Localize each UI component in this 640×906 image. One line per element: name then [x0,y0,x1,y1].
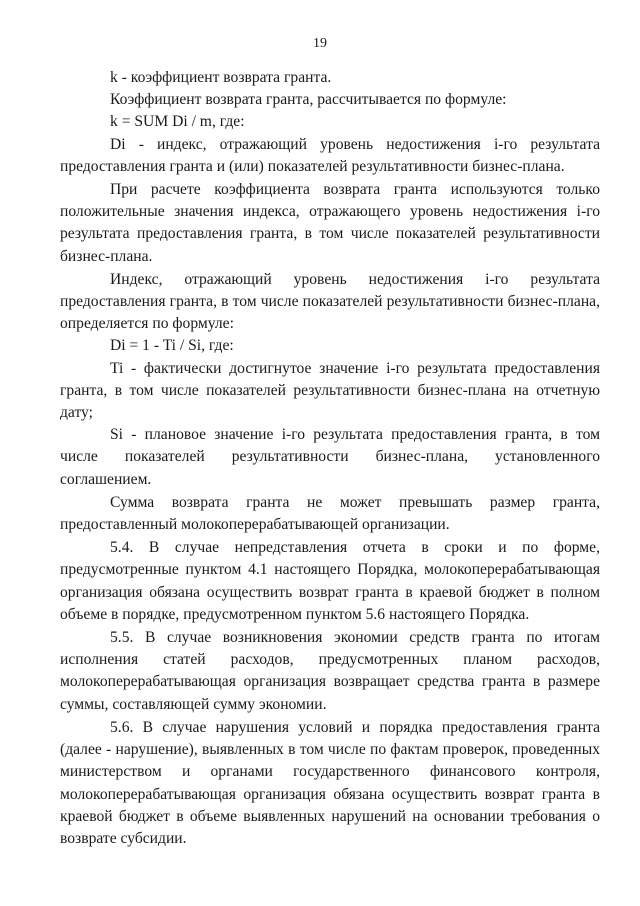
formula-di: Di = 1 - Ti / Si, где: [110,337,234,355]
paragraph-return-limit: Сумма возврата гранта не может превышать размер гранта, предоставленный молокоперерабатывающей организации. [60,493,600,534]
document-body [60,67,600,850]
formula-k: k = SUM Di / m, где: [110,113,245,131]
paragraph-5-4: 5.4. В случае непредставления отчета в сроки и по форме, предусмотренные пунктом 4.1 настоящего Порядка, молокоперерабатывающая организация обязана осуществить возврат гранта в краевой бюджет в полном объеме в порядке, предусмотренном пунктом 5.6 настоящего Порядка. [60,539,600,623]
paragraph-index-formula-intro: Индекс, отражающий уровень недостижения i-го результата предоставления гранта, в том числе показателей результативности бизнес-плана, определяется по формуле: [60,270,600,333]
paragraph-5-5: 5.5. В случае возникновения экономии средств гранта по итогам исполнения статей расходов, предусмотренных планом расходов, молокоперерабатывающая организация возвращает средства гранта в размере суммы, составляющей сумму экономии. [60,629,600,713]
paragraph-5-6: 5.6. В случае нарушения условий и порядка предоставления гранта (далее - нарушение), выявленных в том числе по фактам проверок, проведенных министерством и органами государственного финансового контроля, молокоперерабатывающая организация обязана осуществить возврат гранта в краевой бюджет в объеме выявленных нарушений на основании требования о возврате субсидии. [60,718,600,847]
paragraph-di-definition: Di - индекс, отражающий уровень недостижения i-го результата предоставления гранта и (или) показателей результативности бизнес-плана. [60,135,600,175]
paragraph-positive-values: При расчете коэффициента возврата гранта используются только положительные значения индекса, отражающего уровень недостижения i-го результата предоставления гранта, в том числе показателей результативности бизнес-плана. [60,181,600,265]
paragraph-si-definition: Si - плановое значение i-го результата предоставления гранта, в том числе показателей результативности бизнес-плана, установленного соглашением. [60,426,600,488]
paragraph-k-definition: k - коэффициент возврата гранта. [110,69,332,86]
page-number: 19 [313,36,327,51]
paragraph-k-formula-intro: Коэффициент возврата гранта, рассчитывается по формуле: [110,91,507,109]
paragraph-ti-definition: Ti - фактически достигнутое значение i-го результата предоставления гранта, в том числе показателей результативности бизнес-плана на отчетную дату; [60,359,600,422]
